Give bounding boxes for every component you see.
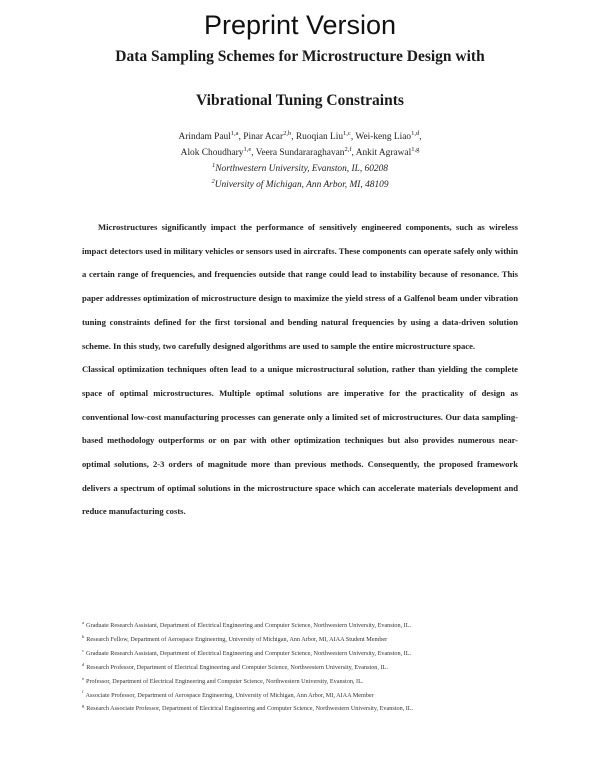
- author-line-1: Arindam Paul$^{1,a}$, Pinar Acar$^{2,b}$, Ruoqian Liu$^{1,c}$, Wei-keng Liao$^{1,d}$,: [178, 129, 422, 142]
- affiliation-text: University of Michigan, Ann Arbor, MI, 48109: [214, 180, 389, 190]
- author-line-2: Alok Choudhary$^{1,e}$, Veera Sundararaghavan$^{2,f}$, Ankit Agrawal$^{1,g}$: [180, 145, 420, 158]
- footnote-text: Research Fellow, Department of Aerospace Engineering, University of Michigan, Ann Arbor, MI, AIAA Student Member: [86, 635, 388, 643]
- footnote-text: Associate Professor, Department of Aerospace Engineering, University of Michigan, Ann Arbor, MI, AIAA Member: [85, 691, 374, 699]
- footnote-mark: f: [82, 689, 84, 695]
- footnote: [82, 619, 522, 633]
- footnote: [82, 689, 522, 703]
- abstract-paragraph-2: Classical optimization techniques often lead to a unique microstructural solution, rather than yielding the complete space of optimal microstructures. Multiple optimal solutions are imperative for the practicality of design as conventional low-cost manufacturing processes can generate only a limited set of microstructures. Our data sampling-based methodology outperforms or on par with other optimization techniques but also provides numerous near-optimal solutions, 2-3 orders of magnitude more than previous methods. Consequently, the proposed framework delivers a spectrum of optimal solutions in the microstructure space which can accelerate materials development and reduce manufacturing costs.: [82, 364, 518, 517]
- affiliation-1: [60, 161, 540, 177]
- footnote: [82, 661, 522, 675]
- paper-title-line-1: Data Sampling Schemes for Microstructure Design with: [115, 48, 485, 65]
- footnote-mark: b: [82, 633, 85, 639]
- author-affiliation-mark: 1,d: [411, 129, 420, 137]
- author-affiliation-mark: 2,b: [283, 129, 292, 137]
- footnote-text: Graduate Research Assistant, Department of Electrical Engineering and Computer Science, Northwestern University, Evanston, IL.: [86, 649, 412, 657]
- author-affiliation-mark: 1,g: [411, 145, 420, 153]
- footnote-mark: a: [82, 619, 85, 625]
- author-name: Veera Sundararaghavan: [255, 148, 345, 158]
- author-name: Ruoqian Liu: [295, 132, 344, 142]
- footnote-text: Research Professor, Department of Electrical Engineering and Computer Science, Northwestern University, Evanston, IL.: [86, 663, 388, 671]
- footnote-text: Graduate Research Assistant, Department of Electrical Engineering and Computer Science, Northwestern University, Evanston, IL.: [86, 622, 412, 629]
- footnote-text: Professor, Department of Electrical Engineering and Computer Science, Northwestern University, Evanston, IL.: [86, 677, 364, 685]
- footnote: [82, 675, 522, 689]
- affiliation-number: 2: [211, 177, 215, 185]
- author-name: Alok Choudhary: [180, 148, 244, 158]
- author-affiliation-mark: 1,a: [230, 129, 239, 137]
- author-name: Wei-keng Liao: [355, 132, 412, 142]
- footnote: [82, 647, 522, 661]
- preprint-banner: Preprint Version: [203, 10, 397, 40]
- author-affiliation-mark: 1,e: [243, 145, 252, 153]
- abstract: [82, 216, 518, 524]
- abstract-paragraph-1: Microstructures significantly impact the performance of sensitively engineered components, such as wireless impact detectors used in military vehicles or sensors used in aircrafts. These components can operate safely only within a certain range of frequencies, and frequencies outside that range could lead to instability because of resonance. This paper addresses optimization of microstructure design to maximize the yield stress of a Galfenol beam under vibration tuning constraints defined for the first torsional and bending natural frequencies by using a data-driven solution scheme. In this study, two carefully designed algorithms are used to sample the entire microstructure space.: [82, 222, 518, 351]
- author-block: [60, 129, 540, 193]
- footnotes: [82, 619, 522, 716]
- author-affiliation-mark: 2,f: [344, 145, 352, 153]
- affiliation-text: Northwestern University, Evanston, IL, 60208: [215, 164, 388, 174]
- author-name: Ankit Agrawal: [355, 148, 412, 158]
- paper-title-line-2: Vibrational Tuning Constraints: [196, 92, 404, 109]
- author-affiliation-mark: 1,c: [343, 129, 351, 137]
- footnote-mark: d: [82, 661, 85, 667]
- footnote-mark: g: [82, 703, 85, 709]
- author-name: Arindam Paul: [178, 132, 231, 142]
- affiliation-2: [60, 177, 540, 193]
- footnote-text: Research Associate Professor, Department of Electrical Engineering and Computer Science, Northwestern University, Evanston, IL.: [86, 705, 414, 713]
- footnote-mark: c: [82, 647, 85, 653]
- affiliation-number: 1: [212, 161, 216, 169]
- footnote-mark: e: [82, 675, 85, 681]
- footnote: [82, 633, 522, 647]
- footnote: [82, 702, 522, 716]
- author-name: Pinar Acar: [243, 132, 284, 142]
